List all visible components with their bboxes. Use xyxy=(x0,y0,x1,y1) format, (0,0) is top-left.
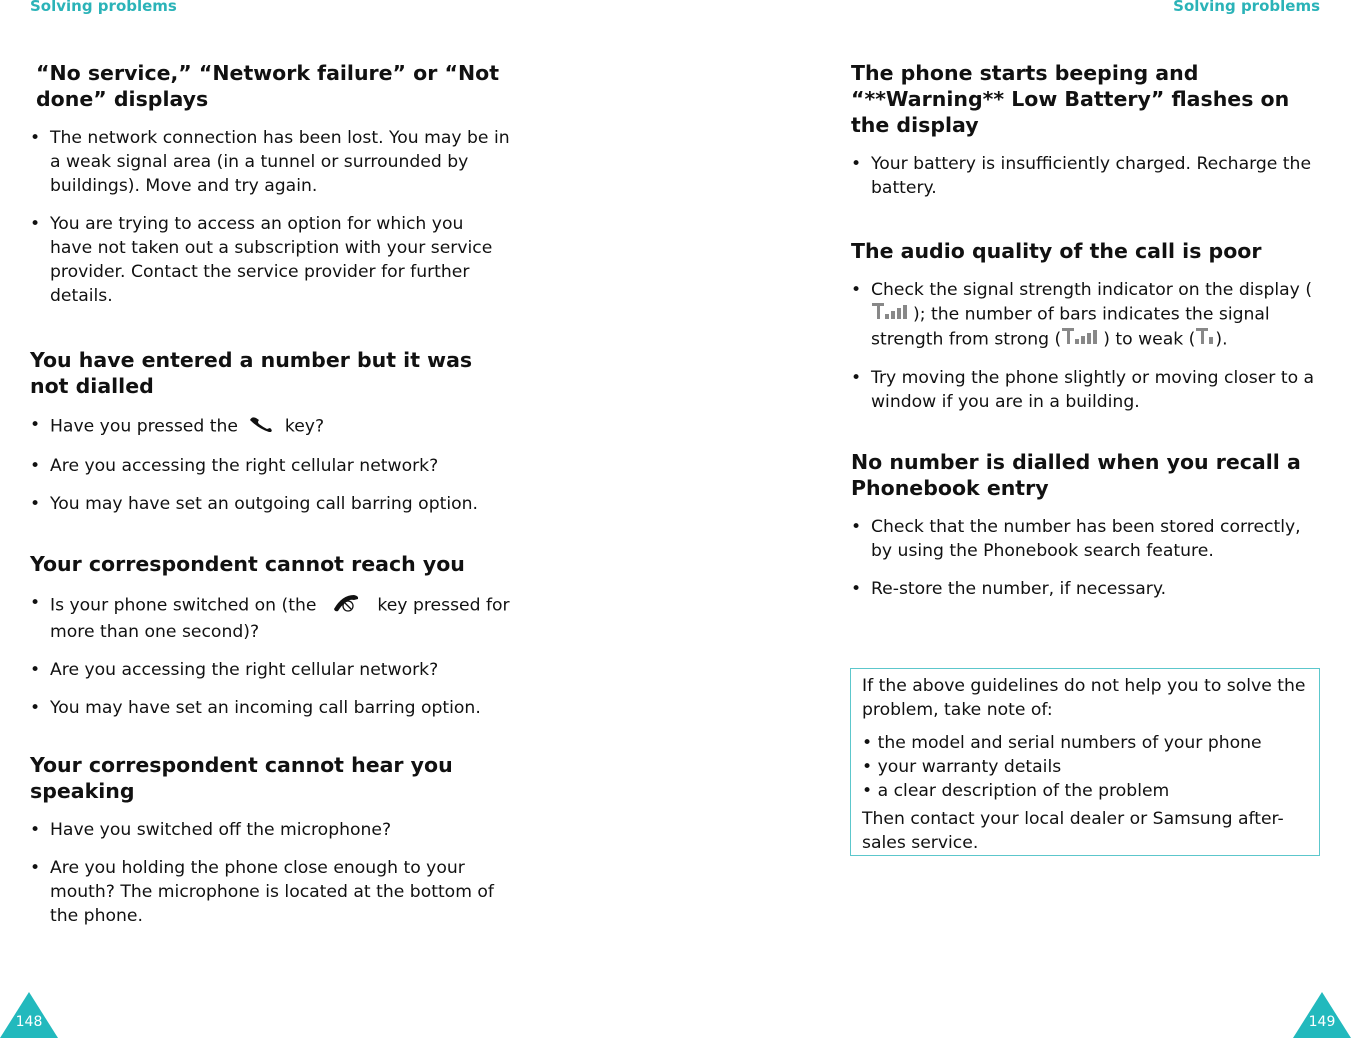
page-number-text: 148 xyxy=(15,1014,43,1030)
note-item: • your warranty details xyxy=(862,757,1062,777)
section-title: The phone starts beeping and “**Warning** Low Battery” flashes on the display xyxy=(851,61,1290,137)
section-title: You have entered a number but it was not dialled xyxy=(30,348,473,398)
list-item: • You are trying to access an option for which you have not taken out a subscription with your service provider. Contact the service provider for further details. xyxy=(30,212,510,308)
list-item: • Are you accessing the right cellular network? xyxy=(30,454,510,478)
list-item: • You may have set an outgoing call barring option. xyxy=(30,492,510,516)
item-text: ); the number of bars indicates the signal strength from strong ( xyxy=(871,304,1270,350)
section-low-battery xyxy=(851,60,1321,214)
list-item: • Your battery is insufficiently charged. Recharge the battery. xyxy=(851,152,1321,200)
signal-weak-icon xyxy=(1195,327,1215,352)
page-number-left xyxy=(0,992,58,1038)
right-page-header: Solving problems xyxy=(1173,0,1320,15)
section-title: No number is dialled when you recall a Phonebook entry xyxy=(851,450,1301,500)
section-cannot-hear xyxy=(30,752,510,942)
section-no-service xyxy=(30,60,510,322)
note-outro: Then contact your local dealer or Samsung after-sales service. xyxy=(862,809,1284,853)
signal-strong-icon xyxy=(1061,327,1103,352)
list-item xyxy=(30,413,510,440)
list-item: • Are you holding the phone close enough to your mouth? The microphone is located at the bottom of the phone. xyxy=(30,856,510,928)
item-text: Have you pressed the xyxy=(50,416,238,437)
page-number-right xyxy=(1293,992,1351,1038)
section-phonebook xyxy=(851,449,1321,615)
section-title: Your correspondent cannot reach you xyxy=(30,552,465,576)
item-text: ) to weak ( xyxy=(1103,329,1196,350)
left-page-header: Solving problems xyxy=(30,0,177,15)
list-item: • Try moving the phone slightly or moving closer to a window if you are in a building. xyxy=(851,366,1321,414)
item-text: key? xyxy=(284,416,325,437)
list-item: • Re-store the number, if necessary. xyxy=(851,577,1321,601)
list-item: • The network connection has been lost. You may be in a weak signal area (in a tunnel or surrounded by buildings). Move and try again. xyxy=(30,126,510,198)
signal-strength-icon xyxy=(871,302,913,327)
item-text: ). xyxy=(1215,329,1228,350)
power-end-key-icon xyxy=(332,591,362,620)
help-note-box xyxy=(850,668,1320,856)
send-key-icon xyxy=(247,413,275,440)
section-cannot-reach xyxy=(30,551,510,734)
section-title: Your correspondent cannot hear you speaking xyxy=(30,753,453,803)
section-title: “No service,” “Network failure” or “Not done” displays xyxy=(36,61,500,111)
list-item: • Have you switched off the microphone? xyxy=(30,818,510,842)
page-number-text: 149 xyxy=(1308,1014,1336,1030)
section-title: The audio quality of the call is poor xyxy=(851,239,1262,263)
section-not-dialled xyxy=(30,347,510,530)
note-intro: If the above guidelines do not help you to solve the problem, take note of: xyxy=(862,676,1306,720)
item-text: Is your phone switched on (the xyxy=(50,595,317,616)
list-item: • You may have set an incoming call barring option. xyxy=(30,696,510,720)
note-item: • the model and serial numbers of your phone xyxy=(862,733,1262,753)
item-text: Check the signal strength indicator on the display ( xyxy=(871,280,1313,300)
section-audio-quality xyxy=(851,238,1321,428)
item-text: key pressed for more than one second)? xyxy=(50,595,510,642)
list-item xyxy=(851,278,1321,352)
list-item: • Are you accessing the right cellular network? xyxy=(30,658,510,682)
list-item: • Check that the number has been stored correctly, by using the Phonebook search feature. xyxy=(851,515,1321,563)
note-item: • a clear description of the problem xyxy=(862,781,1170,801)
list-item xyxy=(30,591,510,644)
